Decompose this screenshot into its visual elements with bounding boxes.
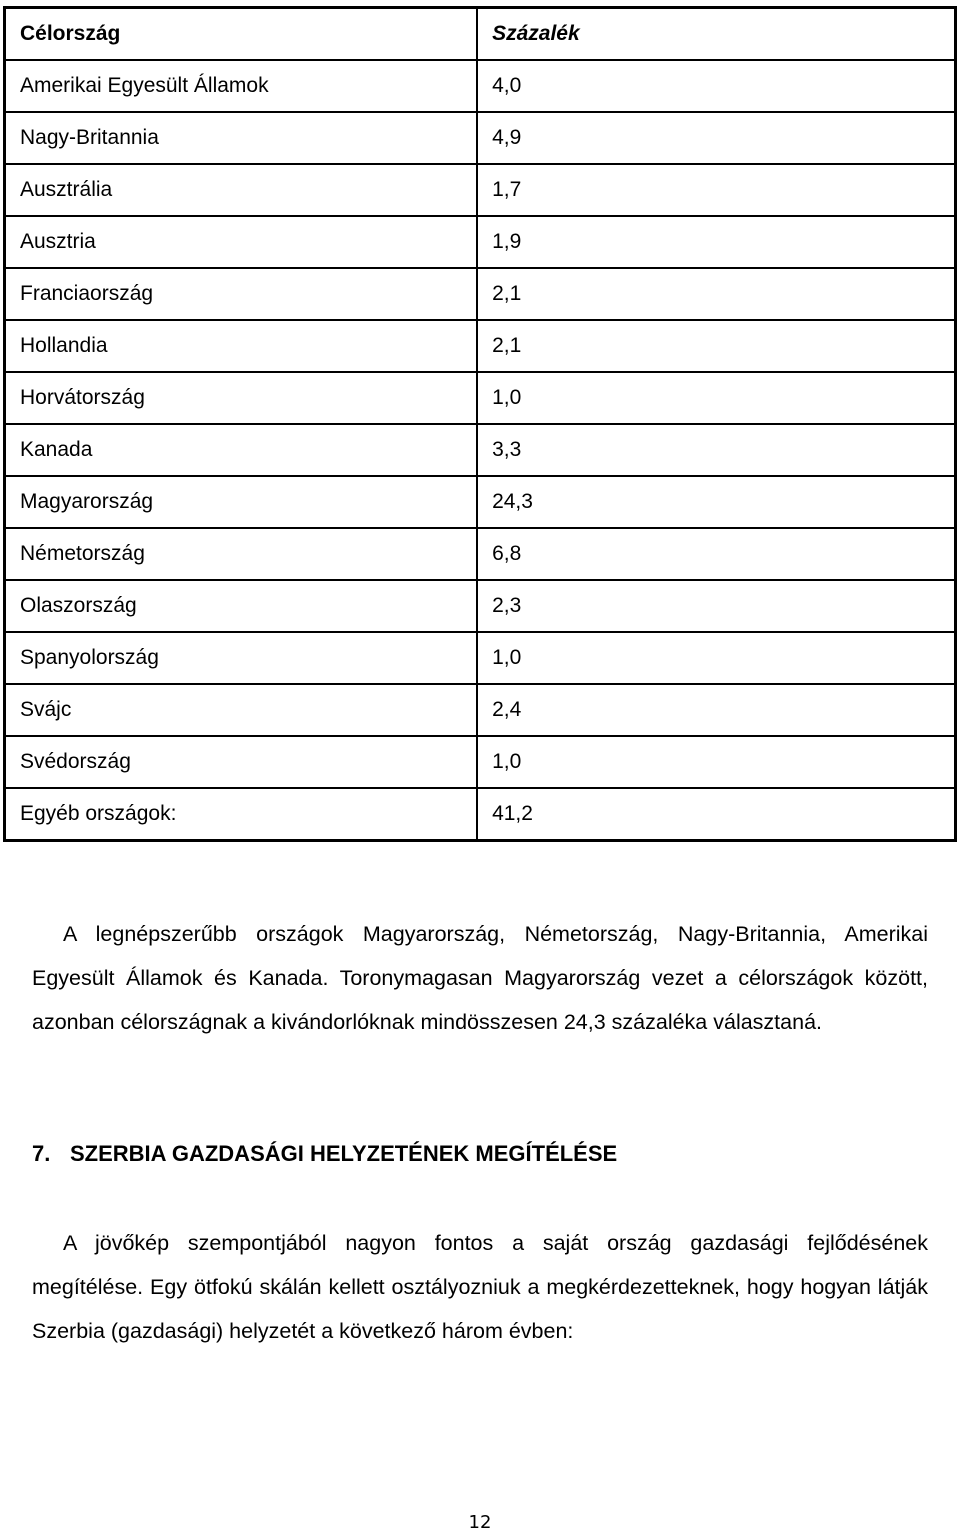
percent-cell: 4,9	[477, 112, 955, 164]
country-cell: Ausztria	[5, 216, 477, 268]
percent-cell: 2,4	[477, 684, 955, 736]
section-number: 7.	[32, 1141, 51, 1166]
country-cell: Kanada	[5, 424, 477, 476]
country-cell: Egyéb országok:	[5, 788, 477, 840]
paragraph-popular-countries: A legnépszerűbb országok Magyarország, Németország, Nagy-Britannia, Amerikai Egyesült Államok és Kanada. Toronymagasan Magyarország vezet a célországok között, azonban célországnak a kivándorlóknak mindösszesen 24,3 százaléka választaná.	[32, 922, 928, 1034]
table-row	[5, 164, 955, 216]
percent-cell: 24,3	[477, 476, 955, 528]
header-country: Célország	[5, 8, 477, 60]
percent-cell: 2,1	[477, 268, 955, 320]
country-cell: Amerikai Egyesült Államok	[5, 60, 477, 112]
table-row	[5, 372, 955, 424]
country-cell: Svédország	[5, 736, 477, 788]
table-row	[5, 112, 955, 164]
percent-cell: 4,0	[477, 60, 955, 112]
table-row	[5, 684, 955, 736]
table-row	[5, 424, 955, 476]
percent-cell: 1,0	[477, 372, 955, 424]
country-cell: Nagy-Britannia	[5, 112, 477, 164]
table-row	[5, 216, 955, 268]
table-row	[5, 60, 955, 112]
table-row	[5, 736, 955, 788]
destination-country-table	[3, 6, 957, 842]
percent-cell: 2,1	[477, 320, 955, 372]
table-row	[5, 788, 955, 840]
percent-cell: 1,9	[477, 216, 955, 268]
page-number: 12	[468, 1512, 492, 1533]
percent-cell: 6,8	[477, 528, 955, 580]
country-cell: Svájc	[5, 684, 477, 736]
country-cell: Franciaország	[5, 268, 477, 320]
country-cell: Olaszország	[5, 580, 477, 632]
table-row	[5, 580, 955, 632]
table-row	[5, 632, 955, 684]
table-row	[5, 476, 955, 528]
percent-cell: 3,3	[477, 424, 955, 476]
percent-cell: 1,7	[477, 164, 955, 216]
section-heading	[32, 1132, 617, 1176]
country-cell: Németország	[5, 528, 477, 580]
country-cell: Magyarország	[5, 476, 477, 528]
percent-cell: 1,0	[477, 632, 955, 684]
table-row	[5, 528, 955, 580]
paragraph-economic-outlook: A jövőkép szempontjából nagyon fontos a saját ország gazdasági fejlődésének megítélése. Egy ötfokú skálán kellett osztályozniuk a megkérdezetteknek, hogy hogyan látják Szerbia (gazdasági) helyzetét a következő három évben:	[32, 1231, 928, 1343]
country-cell: Hollandia	[5, 320, 477, 372]
table-row	[5, 268, 955, 320]
country-cell: Spanyolország	[5, 632, 477, 684]
country-cell: Ausztrália	[5, 164, 477, 216]
country-cell: Horvátország	[5, 372, 477, 424]
table-row	[5, 320, 955, 372]
table-header-row	[5, 8, 955, 60]
table-body	[5, 8, 955, 840]
header-percent: Százalék	[477, 8, 955, 60]
percent-cell: 41,2	[477, 788, 955, 840]
percent-cell: 2,3	[477, 580, 955, 632]
section-title: SZERBIA GAZDASÁGI HELYZETÉNEK MEGÍTÉLÉSE	[70, 1141, 618, 1166]
percent-cell: 1,0	[477, 736, 955, 788]
